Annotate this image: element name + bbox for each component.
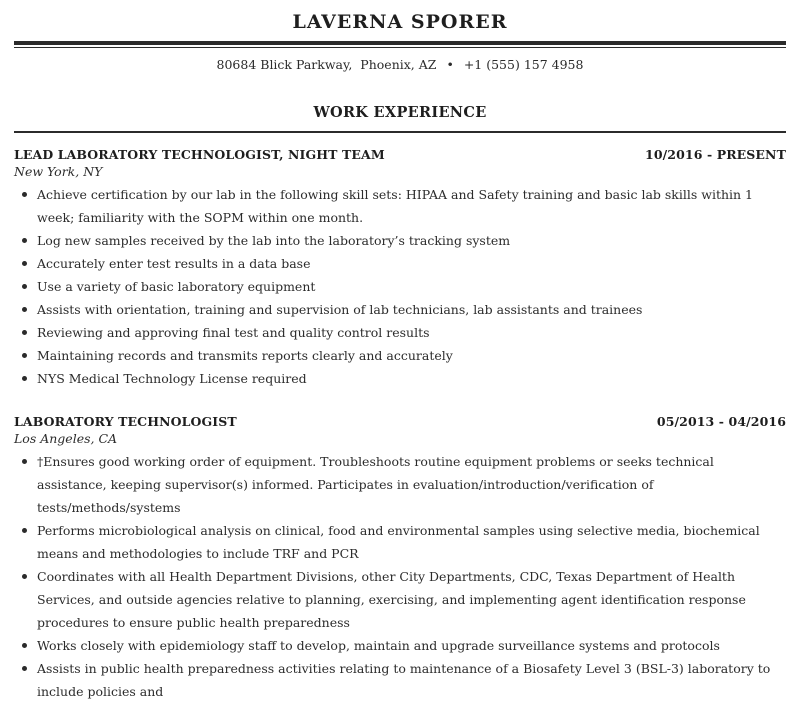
bullet-dot-icon	[22, 459, 27, 464]
job-dates: 10/2016 - PRESENT	[645, 147, 786, 162]
list-item	[14, 565, 786, 634]
contact-line	[0, 56, 800, 74]
section-title-work-experience: WORK EXPERIENCE	[313, 104, 487, 121]
list-item	[14, 519, 786, 565]
bullet-dot-icon	[22, 261, 27, 266]
list-item	[14, 229, 786, 252]
bullet-text: Accurately enter test results in a data base	[37, 256, 311, 271]
bullet-dot-icon	[22, 574, 27, 579]
job-header	[14, 146, 786, 163]
bullet-text: Assists in public health preparedness activities relating to maintenance of a Biosafety Level 3 (BSL-3) laboratory to include policies and	[37, 661, 771, 699]
bullet-dot-icon	[22, 643, 27, 648]
bullet-dot-icon	[22, 666, 27, 671]
bullet-text: Log new samples received by the lab into the laboratory’s tracking system	[37, 233, 511, 248]
list-item	[14, 344, 786, 367]
section-rule	[14, 131, 786, 133]
bullet-dot-icon	[22, 353, 27, 358]
list-item	[14, 298, 786, 321]
contact-address: 80684 Blick Parkway, Phoenix, AZ	[216, 57, 437, 72]
job-entry-2	[14, 413, 786, 703]
bullet-dot-icon	[22, 528, 27, 533]
job-header	[14, 413, 786, 430]
job-entry-1	[14, 146, 786, 390]
bullet-dot-icon	[22, 330, 27, 335]
job-bullet-list	[14, 183, 786, 390]
bullet-text: †Ensures good working order of equipment. Troubleshoots routine equipment problems or seeks technical assistance, keeping supervisor(s) informed. Participates in evaluation/introduction/verification of tests/methods/systems	[37, 454, 714, 515]
header-rule-thin	[14, 47, 786, 48]
bullet-dot-icon	[22, 238, 27, 243]
list-item	[14, 367, 786, 390]
bullet-text: Coordinates with all Health Department Divisions, other City Departments, CDC, Texas Department of Health Services, and outside agencies relative to planning, exercising, and implementing agent identification response procedures to ensure public health preparedness	[37, 569, 746, 630]
job-title: LABORATORY TECHNOLOGIST	[14, 414, 237, 429]
bullet-text: Maintaining records and transmits reports clearly and accurately	[37, 348, 453, 363]
bullet-text: NYS Medical Technology License required	[37, 371, 307, 386]
job-location: Los Angeles, CA	[14, 431, 118, 446]
bullet-text: Performs microbiological analysis on clinical, food and environmental samples using selective media, biochemical means and methodologies to include TRF and PCR	[37, 523, 760, 561]
contact-separator: •	[446, 57, 454, 72]
list-item	[14, 183, 786, 229]
job-title: LEAD LABORATORY TECHNOLOGIST, NIGHT TEAM	[14, 147, 385, 162]
list-item	[14, 321, 786, 344]
bullet-text: Achieve certification by our lab in the following skill sets: HIPAA and Safety training and basic lab skills within 1 week; familiarity with the SOPM within one month.	[37, 187, 753, 225]
list-item	[14, 657, 786, 703]
contact-phone: +1 (555) 157 4958	[463, 57, 584, 72]
job-dates: 05/2013 - 04/2016	[656, 414, 786, 429]
list-item	[14, 252, 786, 275]
bullet-text: Assists with orientation, training and supervision of lab technicians, lab assistants and trainees	[37, 302, 643, 317]
bullet-text: Works closely with epidemiology staff to develop, maintain and upgrade surveillance systems and protocols	[37, 638, 720, 653]
bullet-dot-icon	[22, 284, 27, 289]
bullet-dot-icon	[22, 376, 27, 381]
candidate-name: LAVERNA SPORER	[292, 11, 508, 33]
list-item	[14, 275, 786, 298]
list-item	[14, 634, 786, 657]
list-item	[14, 450, 786, 519]
bullet-dot-icon	[22, 192, 27, 197]
bullet-dot-icon	[22, 307, 27, 312]
bullet-text: Use a variety of basic laboratory equipment	[37, 279, 316, 294]
job-location: New York, NY	[14, 164, 103, 179]
header-rule-thick	[14, 41, 786, 45]
bullet-text: Reviewing and approving final test and quality control results	[37, 325, 430, 340]
job-bullet-list	[14, 450, 786, 703]
